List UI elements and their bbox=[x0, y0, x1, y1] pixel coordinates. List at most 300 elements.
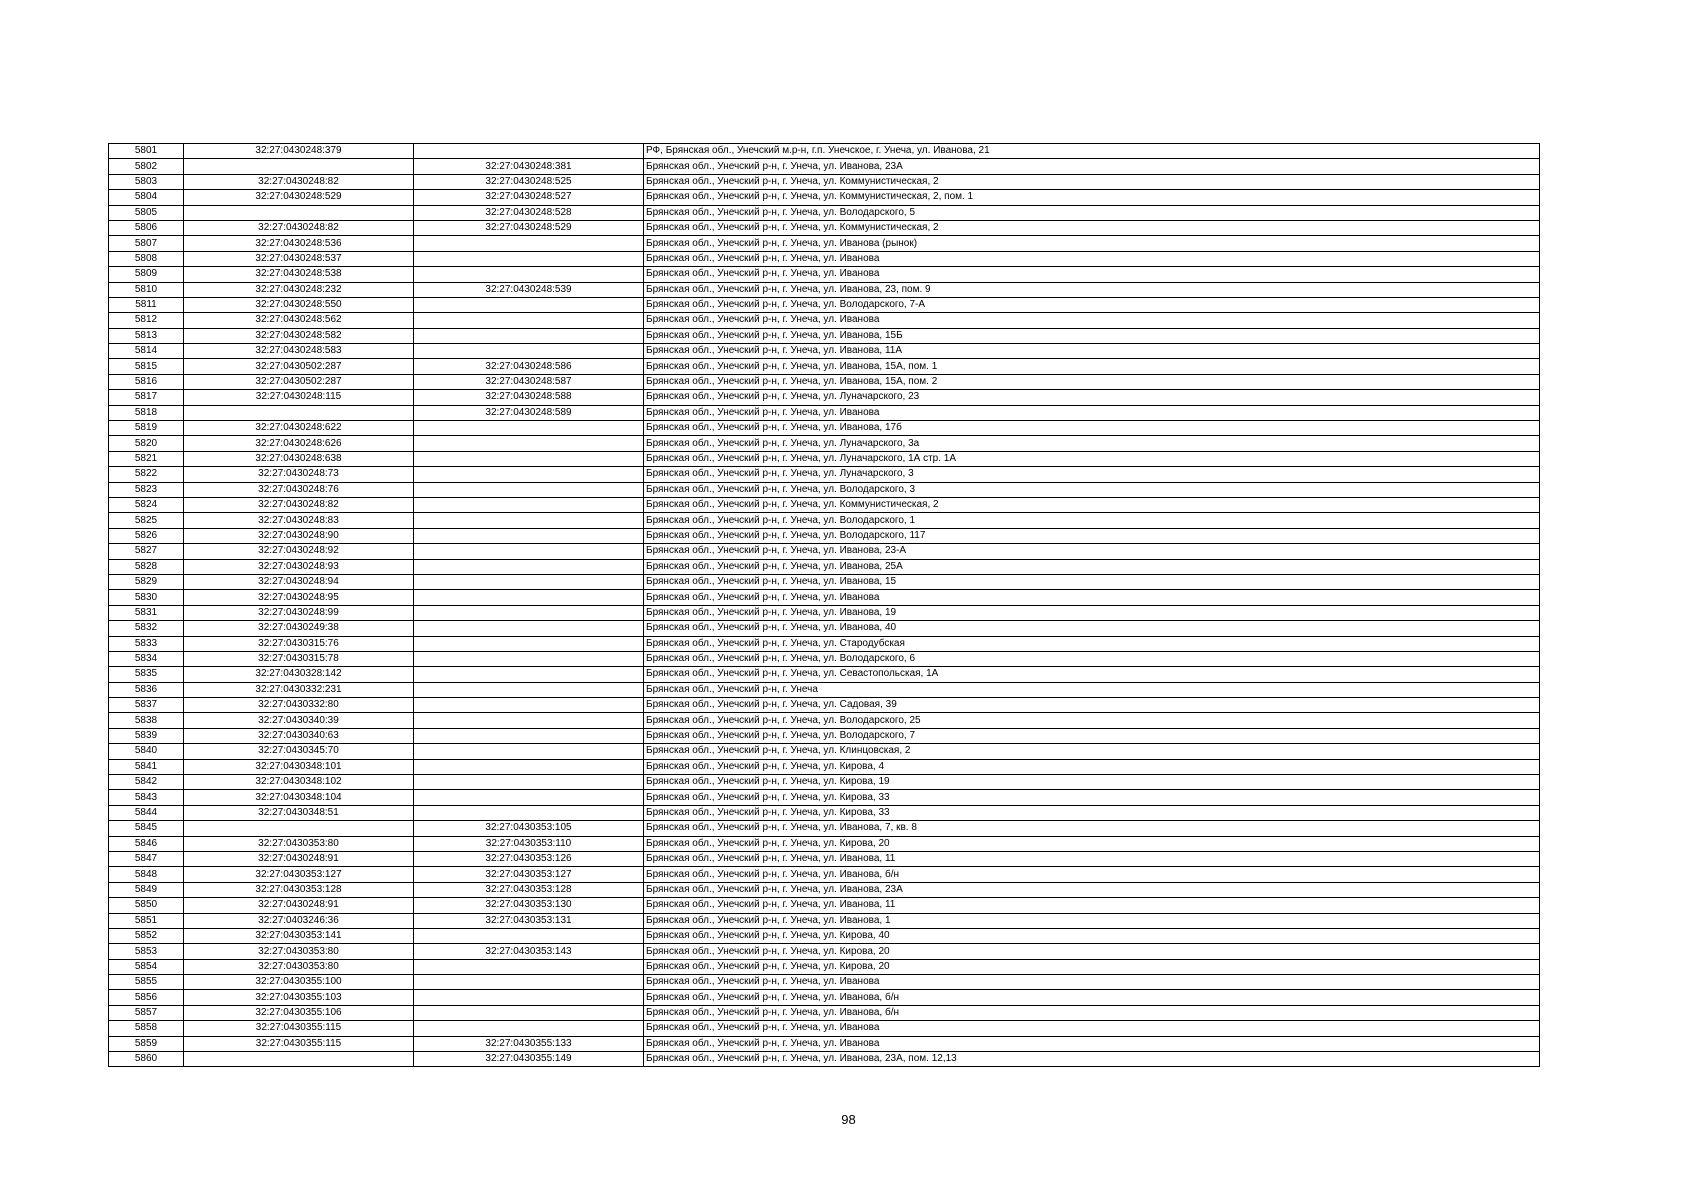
cadastral-number-cell: 32:27:0430248:115 bbox=[184, 390, 414, 405]
cadastral-number-cell: 32:27:0430248:537 bbox=[184, 251, 414, 266]
related-cadastral-number-cell bbox=[414, 482, 644, 497]
cadastral-number-cell: 32:27:0430355:115 bbox=[184, 1036, 414, 1051]
table-row bbox=[109, 251, 1540, 266]
row-number-cell: 5855 bbox=[109, 975, 184, 990]
row-number-cell: 5859 bbox=[109, 1036, 184, 1051]
address-cell: Брянская обл., Унечский р-н, г. Унеча, ул. Иванова, б/н bbox=[644, 867, 1540, 882]
table-row bbox=[109, 944, 1540, 959]
row-number-cell: 5822 bbox=[109, 467, 184, 482]
table-row bbox=[109, 713, 1540, 728]
row-number-cell: 5860 bbox=[109, 1052, 184, 1067]
related-cadastral-number-cell bbox=[414, 544, 644, 559]
table-row bbox=[109, 744, 1540, 759]
related-cadastral-number-cell: 32:27:0430355:133 bbox=[414, 1036, 644, 1051]
related-cadastral-number-cell bbox=[414, 759, 644, 774]
cadastral-number-cell: 32:27:0430248:91 bbox=[184, 898, 414, 913]
table-row bbox=[109, 528, 1540, 543]
table-row bbox=[109, 805, 1540, 820]
table-row bbox=[109, 313, 1540, 328]
related-cadastral-number-cell bbox=[414, 636, 644, 651]
table-row bbox=[109, 205, 1540, 220]
related-cadastral-number-cell bbox=[414, 651, 644, 666]
table-row bbox=[109, 482, 1540, 497]
row-number-cell: 5815 bbox=[109, 359, 184, 374]
address-cell: Брянская обл., Унечский р-н, г. Унеча, ул. Иванова bbox=[644, 313, 1540, 328]
table-row bbox=[109, 775, 1540, 790]
table-row bbox=[109, 682, 1540, 697]
address-cell: Брянская обл., Унечский р-н, г. Унеча, ул. Иванова, 15 bbox=[644, 574, 1540, 589]
row-number-cell: 5805 bbox=[109, 205, 184, 220]
address-cell: Брянская обл., Унечский р-н, г. Унеча, ул. Иванова, 23-А bbox=[644, 544, 1540, 559]
address-cell: Брянская обл., Унечский р-н, г. Унеча, ул. Коммунистическая, 2 bbox=[644, 174, 1540, 189]
registry-table bbox=[108, 143, 1540, 1067]
row-number-cell: 5817 bbox=[109, 390, 184, 405]
address-cell: Брянская обл., Унечский р-н, г. Унеча, ул. Иванова bbox=[644, 267, 1540, 282]
cadastral-number-cell bbox=[184, 159, 414, 174]
related-cadastral-number-cell bbox=[414, 790, 644, 805]
row-number-cell: 5857 bbox=[109, 1005, 184, 1020]
address-cell: Брянская обл., Унечский р-н, г. Унеча, ул. Иванова (рынок) bbox=[644, 236, 1540, 251]
cadastral-number-cell: 32:27:0430248:583 bbox=[184, 344, 414, 359]
table-row bbox=[109, 959, 1540, 974]
address-cell: Брянская обл., Унечский р-н, г. Унеча, ул. Иванова, 11 bbox=[644, 851, 1540, 866]
table-row bbox=[109, 605, 1540, 620]
related-cadastral-number-cell bbox=[414, 574, 644, 589]
address-cell: Брянская обл., Унечский р-н, г. Унеча, ул. Иванова, 23А bbox=[644, 882, 1540, 897]
related-cadastral-number-cell bbox=[414, 713, 644, 728]
row-number-cell: 5846 bbox=[109, 836, 184, 851]
related-cadastral-number-cell: 32:27:0430248:527 bbox=[414, 190, 644, 205]
related-cadastral-number-cell bbox=[414, 513, 644, 528]
row-number-cell: 5803 bbox=[109, 174, 184, 189]
address-cell: Брянская обл., Унечский р-н, г. Унеча, ул. Иванова, 11 bbox=[644, 898, 1540, 913]
cadastral-number-cell: 32:27:0430249:38 bbox=[184, 621, 414, 636]
related-cadastral-number-cell bbox=[414, 605, 644, 620]
table-row bbox=[109, 698, 1540, 713]
row-number-cell: 5835 bbox=[109, 667, 184, 682]
row-number-cell: 5839 bbox=[109, 728, 184, 743]
cadastral-number-cell: 32:27:0430248:95 bbox=[184, 590, 414, 605]
address-cell: Брянская обл., Унечский р-н, г. Унеча, ул. Кирова, 33 bbox=[644, 805, 1540, 820]
row-number-cell: 5813 bbox=[109, 328, 184, 343]
cadastral-number-cell: 32:27:0430248:92 bbox=[184, 544, 414, 559]
address-cell: РФ, Брянская обл., Унечский м.р-н, г.п. Унечское, г. Унеча, ул. Иванова, 21 bbox=[644, 144, 1540, 159]
related-cadastral-number-cell bbox=[414, 990, 644, 1005]
row-number-cell: 5826 bbox=[109, 528, 184, 543]
row-number-cell: 5809 bbox=[109, 267, 184, 282]
table-row bbox=[109, 559, 1540, 574]
cadastral-number-cell: 32:27:0430248:82 bbox=[184, 220, 414, 235]
address-cell: Брянская обл., Унечский р-н, г. Унеча, ул. Луначарского, 3 bbox=[644, 467, 1540, 482]
row-number-cell: 5816 bbox=[109, 374, 184, 389]
address-cell: Брянская обл., Унечский р-н, г. Унеча, ул. Иванова, 15Б bbox=[644, 328, 1540, 343]
table-row bbox=[109, 651, 1540, 666]
address-cell: Брянская обл., Унечский р-н, г. Унеча, ул. Иванова, б/н bbox=[644, 990, 1540, 1005]
related-cadastral-number-cell: 32:27:0430353:110 bbox=[414, 836, 644, 851]
cadastral-number-cell: 32:27:0430345:70 bbox=[184, 744, 414, 759]
cadastral-number-cell: 32:27:0430340:63 bbox=[184, 728, 414, 743]
address-cell: Брянская обл., Унечский р-н, г. Унеча, ул. Володарского, 117 bbox=[644, 528, 1540, 543]
address-cell: Брянская обл., Унечский р-н, г. Унеча, ул. Коммунистическая, 2 bbox=[644, 497, 1540, 512]
table-row bbox=[109, 1021, 1540, 1036]
row-number-cell: 5808 bbox=[109, 251, 184, 266]
cadastral-number-cell: 32:27:0430248:91 bbox=[184, 851, 414, 866]
related-cadastral-number-cell bbox=[414, 667, 644, 682]
address-cell: Брянская обл., Унечский р-н, г. Унеча, ул. Володарского, 7 bbox=[644, 728, 1540, 743]
related-cadastral-number-cell bbox=[414, 313, 644, 328]
related-cadastral-number-cell bbox=[414, 1021, 644, 1036]
table-row bbox=[109, 913, 1540, 928]
row-number-cell: 5807 bbox=[109, 236, 184, 251]
address-cell: Брянская обл., Унечский р-н, г. Унеча, ул. Кирова, 20 bbox=[644, 836, 1540, 851]
address-cell: Брянская обл., Унечский р-н, г. Унеча, ул. Володарского, 3 bbox=[644, 482, 1540, 497]
address-cell: Брянская обл., Унечский р-н, г. Унеча, ул. Садовая, 39 bbox=[644, 698, 1540, 713]
row-number-cell: 5821 bbox=[109, 451, 184, 466]
address-cell: Брянская обл., Унечский р-н, г. Унеча, ул. Клинцовская, 2 bbox=[644, 744, 1540, 759]
cadastral-number-cell: 32:27:0430315:76 bbox=[184, 636, 414, 651]
row-number-cell: 5820 bbox=[109, 436, 184, 451]
related-cadastral-number-cell: 32:27:0430248:586 bbox=[414, 359, 644, 374]
address-cell: Брянская обл., Унечский р-н, г. Унеча, ул. Иванова, 17б bbox=[644, 421, 1540, 436]
table-row bbox=[109, 436, 1540, 451]
table-row bbox=[109, 344, 1540, 359]
cadastral-number-cell: 32:27:0430353:127 bbox=[184, 867, 414, 882]
table-row bbox=[109, 728, 1540, 743]
row-number-cell: 5840 bbox=[109, 744, 184, 759]
related-cadastral-number-cell: 32:27:0430353:105 bbox=[414, 821, 644, 836]
row-number-cell: 5849 bbox=[109, 882, 184, 897]
page-number: 98 bbox=[841, 1112, 856, 1127]
cadastral-number-cell: 32:27:0430315:78 bbox=[184, 651, 414, 666]
related-cadastral-number-cell: 32:27:0430355:149 bbox=[414, 1052, 644, 1067]
related-cadastral-number-cell bbox=[414, 698, 644, 713]
cadastral-number-cell: 32:27:0430248:82 bbox=[184, 174, 414, 189]
cadastral-number-cell: 32:27:0430248:538 bbox=[184, 267, 414, 282]
cadastral-number-cell: 32:27:0430348:102 bbox=[184, 775, 414, 790]
row-number-cell: 5834 bbox=[109, 651, 184, 666]
row-number-cell: 5811 bbox=[109, 297, 184, 312]
address-cell: Брянская обл., Унечский р-н, г. Унеча, ул. Иванова bbox=[644, 975, 1540, 990]
related-cadastral-number-cell: 32:27:0430248:381 bbox=[414, 159, 644, 174]
address-cell: Брянская обл., Унечский р-н, г. Унеча, ул. Стародубская bbox=[644, 636, 1540, 651]
table-row bbox=[109, 451, 1540, 466]
cadastral-number-cell: 32:27:0430353:80 bbox=[184, 944, 414, 959]
address-cell: Брянская обл., Унечский р-н, г. Унеча, ул. Иванова, 23А, пом. 12,13 bbox=[644, 1052, 1540, 1067]
cadastral-number-cell bbox=[184, 1052, 414, 1067]
table-row bbox=[109, 851, 1540, 866]
address-cell: Брянская обл., Унечский р-н, г. Унеча, ул. Иванова bbox=[644, 1036, 1540, 1051]
row-number-cell: 5853 bbox=[109, 944, 184, 959]
related-cadastral-number-cell bbox=[414, 559, 644, 574]
row-number-cell: 5837 bbox=[109, 698, 184, 713]
table-row bbox=[109, 574, 1540, 589]
table-row bbox=[109, 497, 1540, 512]
address-cell: Брянская обл., Унечский р-н, г. Унеча, ул. Луначарского, 1А стр. 1А bbox=[644, 451, 1540, 466]
table-row bbox=[109, 759, 1540, 774]
cadastral-number-cell: 32:27:0430328:142 bbox=[184, 667, 414, 682]
row-number-cell: 5810 bbox=[109, 282, 184, 297]
table-row bbox=[109, 882, 1540, 897]
cadastral-number-cell: 32:27:0430248:232 bbox=[184, 282, 414, 297]
address-cell: Брянская обл., Унечский р-н, г. Унеча, ул. Кирова, 40 bbox=[644, 928, 1540, 943]
row-number-cell: 5836 bbox=[109, 682, 184, 697]
cadastral-number-cell: 32:27:0430332:231 bbox=[184, 682, 414, 697]
related-cadastral-number-cell bbox=[414, 436, 644, 451]
table-row bbox=[109, 898, 1540, 913]
related-cadastral-number-cell: 32:27:0430353:143 bbox=[414, 944, 644, 959]
table-row bbox=[109, 405, 1540, 420]
cadastral-number-cell: 32:27:0430248:379 bbox=[184, 144, 414, 159]
address-cell: Брянская обл., Унечский р-н, г. Унеча, ул. Кирова, 19 bbox=[644, 775, 1540, 790]
row-number-cell: 5831 bbox=[109, 605, 184, 620]
address-cell: Брянская обл., Унечский р-н, г. Унеча, ул. Кирова, 33 bbox=[644, 790, 1540, 805]
related-cadastral-number-cell: 32:27:0430248:529 bbox=[414, 220, 644, 235]
related-cadastral-number-cell: 32:27:0430248:589 bbox=[414, 405, 644, 420]
related-cadastral-number-cell bbox=[414, 297, 644, 312]
cadastral-number-cell: 32:27:0430248:90 bbox=[184, 528, 414, 543]
table-row bbox=[109, 236, 1540, 251]
address-cell: Брянская обл., Унечский р-н, г. Унеча, ул. Кирова, 20 bbox=[644, 959, 1540, 974]
related-cadastral-number-cell bbox=[414, 959, 644, 974]
table-row bbox=[109, 636, 1540, 651]
address-cell: Брянская обл., Унечский р-н, г. Унеча, ул. Иванова, 15А, пом. 2 bbox=[644, 374, 1540, 389]
cadastral-number-cell bbox=[184, 405, 414, 420]
related-cadastral-number-cell bbox=[414, 682, 644, 697]
address-cell: Брянская обл., Унечский р-н, г. Унеча, ул. Севастопольская, 1А bbox=[644, 667, 1540, 682]
related-cadastral-number-cell: 32:27:0430248:528 bbox=[414, 205, 644, 220]
row-number-cell: 5858 bbox=[109, 1021, 184, 1036]
related-cadastral-number-cell: 32:27:0430353:131 bbox=[414, 913, 644, 928]
table-row bbox=[109, 282, 1540, 297]
cadastral-number-cell: 32:27:0430340:39 bbox=[184, 713, 414, 728]
row-number-cell: 5833 bbox=[109, 636, 184, 651]
row-number-cell: 5850 bbox=[109, 898, 184, 913]
address-cell: Брянская обл., Унечский р-н, г. Унеча, ул. Иванова, б/н bbox=[644, 1005, 1540, 1020]
row-number-cell: 5841 bbox=[109, 759, 184, 774]
cadastral-number-cell: 32:27:0430248:83 bbox=[184, 513, 414, 528]
table-row bbox=[109, 174, 1540, 189]
row-number-cell: 5842 bbox=[109, 775, 184, 790]
row-number-cell: 5802 bbox=[109, 159, 184, 174]
address-cell: Брянская обл., Унечский р-н, г. Унеча, ул. Луначарского, 3а bbox=[644, 436, 1540, 451]
cadastral-number-cell: 32:27:0403246:36 bbox=[184, 913, 414, 928]
row-number-cell: 5827 bbox=[109, 544, 184, 559]
cadastral-number-cell: 32:27:0430248:626 bbox=[184, 436, 414, 451]
row-number-cell: 5844 bbox=[109, 805, 184, 820]
address-cell: Брянская обл., Унечский р-н, г. Унеча, ул. Володарского, 7-А bbox=[644, 297, 1540, 312]
table-row bbox=[109, 467, 1540, 482]
row-number-cell: 5819 bbox=[109, 421, 184, 436]
row-number-cell: 5832 bbox=[109, 621, 184, 636]
table-row bbox=[109, 390, 1540, 405]
cadastral-number-cell: 32:27:0430248:550 bbox=[184, 297, 414, 312]
cadastral-number-cell bbox=[184, 821, 414, 836]
table-body bbox=[109, 144, 1540, 1067]
related-cadastral-number-cell bbox=[414, 805, 644, 820]
table-row bbox=[109, 1052, 1540, 1067]
row-number-cell: 5852 bbox=[109, 928, 184, 943]
address-cell: Брянская обл., Унечский р-н, г. Унеча, ул. Иванова bbox=[644, 405, 1540, 420]
table-row bbox=[109, 220, 1540, 235]
related-cadastral-number-cell bbox=[414, 928, 644, 943]
row-number-cell: 5843 bbox=[109, 790, 184, 805]
address-cell: Брянская обл., Унечский р-н, г. Унеча, ул. Володарского, 6 bbox=[644, 651, 1540, 666]
table-row bbox=[109, 867, 1540, 882]
related-cadastral-number-cell: 32:27:0430353:126 bbox=[414, 851, 644, 866]
cadastral-number-cell: 32:27:0430353:80 bbox=[184, 836, 414, 851]
related-cadastral-number-cell: 32:27:0430248:588 bbox=[414, 390, 644, 405]
table-row bbox=[109, 821, 1540, 836]
cadastral-number-cell: 32:27:0430248:76 bbox=[184, 482, 414, 497]
address-cell: Брянская обл., Унечский р-н, г. Унеча, ул. Кирова, 4 bbox=[644, 759, 1540, 774]
related-cadastral-number-cell: 32:27:0430248:539 bbox=[414, 282, 644, 297]
table-row bbox=[109, 544, 1540, 559]
table-row bbox=[109, 928, 1540, 943]
related-cadastral-number-cell bbox=[414, 328, 644, 343]
table-row bbox=[109, 267, 1540, 282]
address-cell: Брянская обл., Унечский р-н, г. Унеча, ул. Иванова, 7, кв. 8 bbox=[644, 821, 1540, 836]
related-cadastral-number-cell bbox=[414, 1005, 644, 1020]
cadastral-number-cell: 32:27:0430502:287 bbox=[184, 374, 414, 389]
address-cell: Брянская обл., Унечский р-н, г. Унеча, ул. Володарского, 5 bbox=[644, 205, 1540, 220]
address-cell: Брянская обл., Унечский р-н, г. Унеча, ул. Иванова, 11А bbox=[644, 344, 1540, 359]
related-cadastral-number-cell: 32:27:0430353:130 bbox=[414, 898, 644, 913]
address-cell: Брянская обл., Унечский р-н, г. Унеча, ул. Коммунистическая, 2 bbox=[644, 220, 1540, 235]
related-cadastral-number-cell bbox=[414, 728, 644, 743]
table-row bbox=[109, 790, 1540, 805]
cadastral-number-cell: 32:27:0430248:638 bbox=[184, 451, 414, 466]
table-row bbox=[109, 421, 1540, 436]
cadastral-number-cell bbox=[184, 205, 414, 220]
address-cell: Брянская обл., Унечский р-н, г. Унеча, ул. Луначарского, 23 bbox=[644, 390, 1540, 405]
cadastral-number-cell: 32:27:0430248:536 bbox=[184, 236, 414, 251]
cadastral-number-cell: 32:27:0430355:100 bbox=[184, 975, 414, 990]
row-number-cell: 5801 bbox=[109, 144, 184, 159]
table-row bbox=[109, 621, 1540, 636]
row-number-cell: 5838 bbox=[109, 713, 184, 728]
related-cadastral-number-cell bbox=[414, 590, 644, 605]
address-cell: Брянская обл., Унечский р-н, г. Унеча, ул. Кирова, 20 bbox=[644, 944, 1540, 959]
cadastral-number-cell: 32:27:0430353:80 bbox=[184, 959, 414, 974]
table-row bbox=[109, 159, 1540, 174]
cadastral-number-cell: 32:27:0430353:141 bbox=[184, 928, 414, 943]
cadastral-number-cell: 32:27:0430248:582 bbox=[184, 328, 414, 343]
row-number-cell: 5823 bbox=[109, 482, 184, 497]
cadastral-number-cell: 32:27:0430332:80 bbox=[184, 698, 414, 713]
cadastral-number-cell: 32:27:0430248:99 bbox=[184, 605, 414, 620]
related-cadastral-number-cell bbox=[414, 528, 644, 543]
cadastral-number-cell: 32:27:0430248:93 bbox=[184, 559, 414, 574]
address-cell: Брянская обл., Унечский р-н, г. Унеча, ул. Иванова bbox=[644, 1021, 1540, 1036]
cadastral-number-cell: 32:27:0430355:106 bbox=[184, 1005, 414, 1020]
table-row bbox=[109, 297, 1540, 312]
related-cadastral-number-cell bbox=[414, 621, 644, 636]
cadastral-number-cell: 32:27:0430502:287 bbox=[184, 359, 414, 374]
address-cell: Брянская обл., Унечский р-н, г. Унеча bbox=[644, 682, 1540, 697]
related-cadastral-number-cell bbox=[414, 236, 644, 251]
address-cell: Брянская обл., Унечский р-н, г. Унеча, ул. Иванова, 19 bbox=[644, 605, 1540, 620]
row-number-cell: 5806 bbox=[109, 220, 184, 235]
row-number-cell: 5829 bbox=[109, 574, 184, 589]
cadastral-number-cell: 32:27:0430248:529 bbox=[184, 190, 414, 205]
cadastral-number-cell: 32:27:0430355:115 bbox=[184, 1021, 414, 1036]
table-row bbox=[109, 667, 1540, 682]
row-number-cell: 5825 bbox=[109, 513, 184, 528]
related-cadastral-number-cell bbox=[414, 344, 644, 359]
related-cadastral-number-cell: 32:27:0430353:127 bbox=[414, 867, 644, 882]
address-cell: Брянская обл., Унечский р-н, г. Унеча, ул. Иванова bbox=[644, 251, 1540, 266]
table-row bbox=[109, 513, 1540, 528]
row-number-cell: 5824 bbox=[109, 497, 184, 512]
cadastral-number-cell: 32:27:0430248:622 bbox=[184, 421, 414, 436]
table-row bbox=[109, 836, 1540, 851]
address-cell: Брянская обл., Унечский р-н, г. Унеча, ул. Володарского, 1 bbox=[644, 513, 1540, 528]
row-number-cell: 5818 bbox=[109, 405, 184, 420]
table-row bbox=[109, 190, 1540, 205]
cadastral-number-cell: 32:27:0430353:128 bbox=[184, 882, 414, 897]
address-cell: Брянская обл., Унечский р-н, г. Унеча, ул. Иванова, 25А bbox=[644, 559, 1540, 574]
related-cadastral-number-cell: 32:27:0430248:525 bbox=[414, 174, 644, 189]
cadastral-number-cell: 32:27:0430248:94 bbox=[184, 574, 414, 589]
row-number-cell: 5812 bbox=[109, 313, 184, 328]
address-cell: Брянская обл., Унечский р-н, г. Унеча, ул. Коммунистическая, 2, пом. 1 bbox=[644, 190, 1540, 205]
related-cadastral-number-cell: 32:27:0430353:128 bbox=[414, 882, 644, 897]
table-row bbox=[109, 1005, 1540, 1020]
related-cadastral-number-cell bbox=[414, 744, 644, 759]
cadastral-number-cell: 32:27:0430348:104 bbox=[184, 790, 414, 805]
table-row bbox=[109, 144, 1540, 159]
address-cell: Брянская обл., Унечский р-н, г. Унеча, ул. Иванова, 40 bbox=[644, 621, 1540, 636]
row-number-cell: 5856 bbox=[109, 990, 184, 1005]
related-cadastral-number-cell: 32:27:0430248:587 bbox=[414, 374, 644, 389]
row-number-cell: 5828 bbox=[109, 559, 184, 574]
cadastral-number-cell: 32:27:0430348:51 bbox=[184, 805, 414, 820]
related-cadastral-number-cell bbox=[414, 467, 644, 482]
related-cadastral-number-cell bbox=[414, 451, 644, 466]
cadastral-number-cell: 32:27:0430248:73 bbox=[184, 467, 414, 482]
row-number-cell: 5854 bbox=[109, 959, 184, 974]
related-cadastral-number-cell bbox=[414, 497, 644, 512]
cadastral-number-cell: 32:27:0430348:101 bbox=[184, 759, 414, 774]
table-row bbox=[109, 1036, 1540, 1051]
related-cadastral-number-cell bbox=[414, 421, 644, 436]
table-row bbox=[109, 590, 1540, 605]
table-row bbox=[109, 328, 1540, 343]
row-number-cell: 5847 bbox=[109, 851, 184, 866]
row-number-cell: 5845 bbox=[109, 821, 184, 836]
cadastral-number-cell: 32:27:0430248:562 bbox=[184, 313, 414, 328]
cadastral-number-cell: 32:27:0430355:103 bbox=[184, 990, 414, 1005]
table-row bbox=[109, 359, 1540, 374]
table-row bbox=[109, 374, 1540, 389]
address-cell: Брянская обл., Унечский р-н, г. Унеча, ул. Иванова, 15А, пом. 1 bbox=[644, 359, 1540, 374]
related-cadastral-number-cell bbox=[414, 144, 644, 159]
address-cell: Брянская обл., Унечский р-н, г. Унеча, ул. Иванова, 1 bbox=[644, 913, 1540, 928]
address-cell: Брянская обл., Унечский р-н, г. Унеча, ул. Иванова, 23А bbox=[644, 159, 1540, 174]
table-row bbox=[109, 975, 1540, 990]
row-number-cell: 5848 bbox=[109, 867, 184, 882]
related-cadastral-number-cell bbox=[414, 267, 644, 282]
cadastral-number-cell: 32:27:0430248:82 bbox=[184, 497, 414, 512]
table-row bbox=[109, 990, 1540, 1005]
related-cadastral-number-cell bbox=[414, 251, 644, 266]
row-number-cell: 5830 bbox=[109, 590, 184, 605]
address-cell: Брянская обл., Унечский р-н, г. Унеча, ул. Иванова, 23, пом. 9 bbox=[644, 282, 1540, 297]
related-cadastral-number-cell bbox=[414, 775, 644, 790]
row-number-cell: 5804 bbox=[109, 190, 184, 205]
address-cell: Брянская обл., Унечский р-н, г. Унеча, ул. Володарского, 25 bbox=[644, 713, 1540, 728]
row-number-cell: 5851 bbox=[109, 913, 184, 928]
